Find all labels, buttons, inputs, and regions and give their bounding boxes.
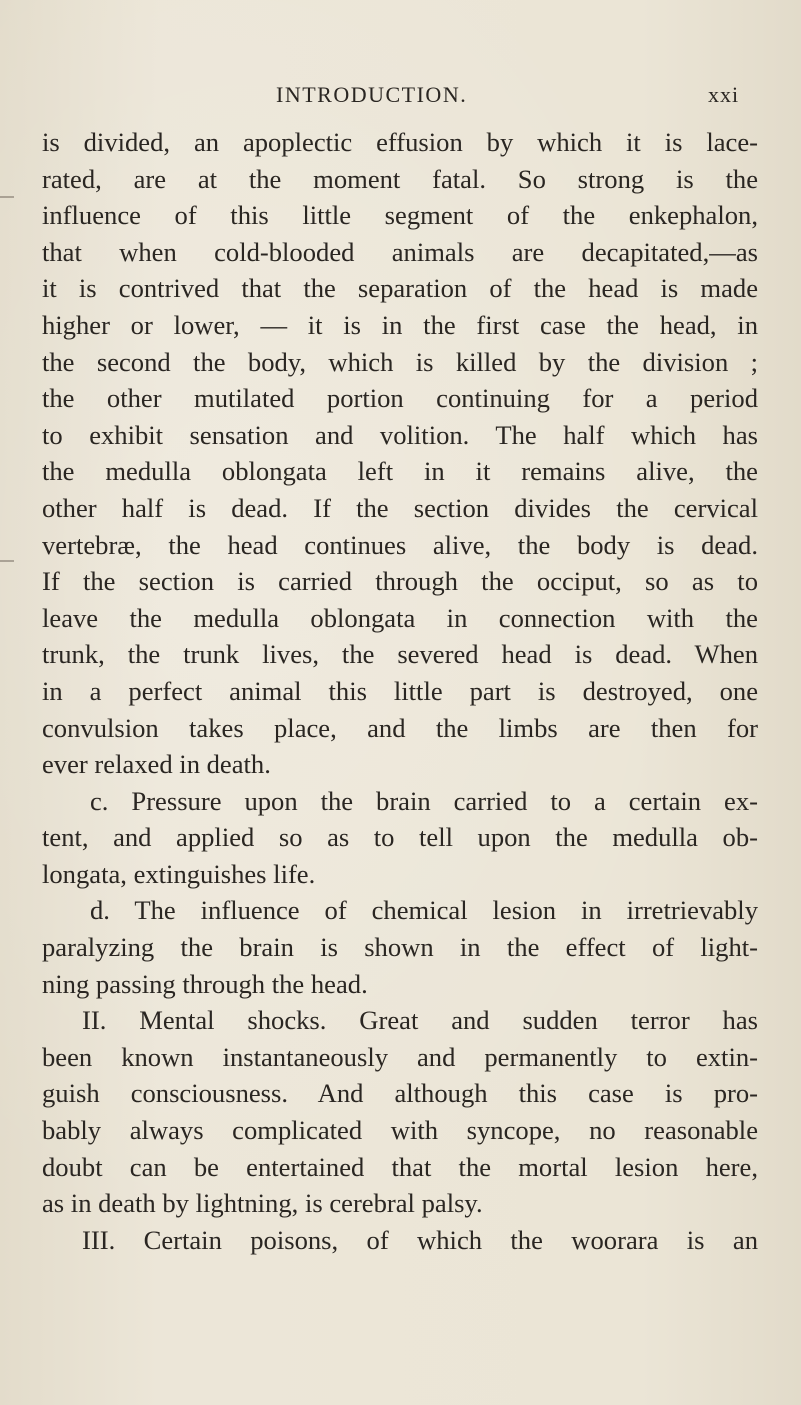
text-line: guish consciousness. And although this case is pro- (42, 1078, 758, 1109)
page-edge-mark (0, 560, 14, 562)
text-line: higher or lower, — it is in the first case the head, in (42, 309, 758, 340)
text-line: it is contrived that the separation of the head is made (42, 273, 758, 304)
text-line: been known instantaneously and permanently to extin- (42, 1041, 758, 1072)
text-line: III. Certain poisons, of which the woorara is an (82, 1224, 758, 1255)
text-line: the second the body, which is killed by the division ; (42, 346, 758, 377)
text-line: longata, extinguishes life. (42, 858, 316, 889)
running-head: INTRODUCTION. (276, 82, 468, 107)
text-line: leave the medulla oblongata in connection with the (42, 602, 758, 633)
text-line: rated, are at the moment fatal. So strong is the (42, 163, 758, 194)
text-line: is divided, an apoplectic effusion by which it is lace- (42, 127, 758, 157)
text-line: vertebræ, the head continues alive, the body is dead. (42, 529, 758, 560)
text-line: as in death by lightning, is cerebral palsy. (42, 1188, 483, 1219)
text-line: If the section is carried through the occiput, so as to (42, 566, 758, 597)
page-number: xxi (708, 82, 740, 107)
text-line: ning passing through the head. (42, 968, 368, 999)
text-line: the other mutilated portion continuing for a period (42, 383, 758, 414)
text-line: other half is dead. If the section divides the cervical (42, 492, 758, 523)
text-line: to exhibit sensation and volition. The half which has (42, 419, 758, 450)
text-line: convulsion takes place, and the limbs are then for (42, 712, 758, 743)
page-header (0, 82, 801, 112)
text-line: c. Pressure upon the brain carried to a certain ex- (90, 785, 758, 816)
text-line: II. Mental shocks. Great and sudden terror has (82, 1005, 758, 1036)
text-line: that when cold-blooded animals are decapitated,—as (42, 236, 758, 267)
text-line: tent, and applied so as to tell upon the medulla ob- (42, 822, 758, 853)
text-line: the medulla oblongata left in it remains alive, the (42, 456, 758, 487)
text-line: d. The influence of chemical lesion in irretrievably (90, 895, 758, 926)
body-text (42, 124, 758, 1258)
text-line: ever relaxed in death. (42, 749, 271, 780)
text-line: doubt can be entertained that the mortal lesion here, (42, 1151, 758, 1182)
page-edge-mark (0, 196, 14, 198)
text-line: paralyzing the brain is shown in the effect of light- (42, 932, 758, 963)
text-line: in a perfect animal this little part is destroyed, one (42, 675, 758, 706)
text-line: trunk, the trunk lives, the severed head is dead. When (42, 639, 758, 670)
text-line: bably always complicated with syncope, no reasonable (42, 1115, 758, 1146)
text-line: influence of this little segment of the enkephalon, (42, 200, 758, 231)
